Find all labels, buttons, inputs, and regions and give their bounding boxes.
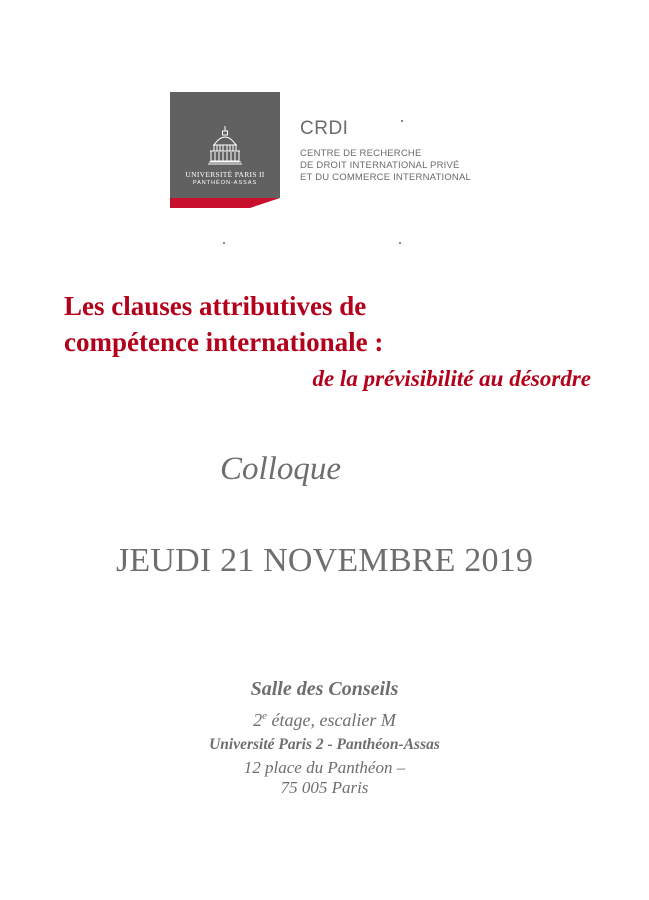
logo-content	[170, 92, 280, 198]
scan-speck	[399, 242, 401, 244]
university-subname: PANTHÉON-ASSAS	[192, 179, 258, 186]
venue-university: Université Paris 2 - Panthéon-Assas	[209, 736, 440, 753]
title-line-2: compétence internationale :	[64, 327, 384, 357]
event-type: Colloque	[220, 451, 341, 487]
floor-rest: étage, escalier M	[266, 710, 396, 730]
scan-speck	[401, 120, 403, 122]
floor-number: 2	[253, 710, 263, 730]
crdi-line-1: CENTRE DE RECHERCHE	[300, 148, 422, 159]
scan-speck	[223, 242, 225, 244]
crdi-acronym: CRDI	[300, 118, 349, 139]
logo-red-band-cut	[250, 198, 280, 208]
crdi-line-2: DE DROIT INTERNATIONAL PRIVÉ	[300, 160, 460, 171]
venue-room: Salle des Conseils	[250, 678, 399, 700]
venue-floor	[0, 710, 649, 731]
university-name: UNIVERSITÉ PARIS II	[185, 170, 265, 179]
document-subtitle: de la prévisibilité au désordre	[312, 366, 591, 391]
title-line-1: Les clauses attributives de	[64, 291, 367, 321]
crdi-line-3: ET DU COMMERCE INTERNATIONAL	[300, 172, 471, 183]
floor-ordinal: e	[262, 710, 267, 722]
document-title	[64, 288, 383, 360]
crdi-full-name	[300, 148, 471, 184]
venue-address-line-2: 75 005 Paris	[280, 778, 369, 797]
pantheon-dome-icon	[208, 125, 242, 165]
venue-address-line-1: 12 place du Panthéon –	[243, 758, 406, 777]
event-date: JEUDI 21 NOVEMBRE 2019	[115, 542, 534, 579]
